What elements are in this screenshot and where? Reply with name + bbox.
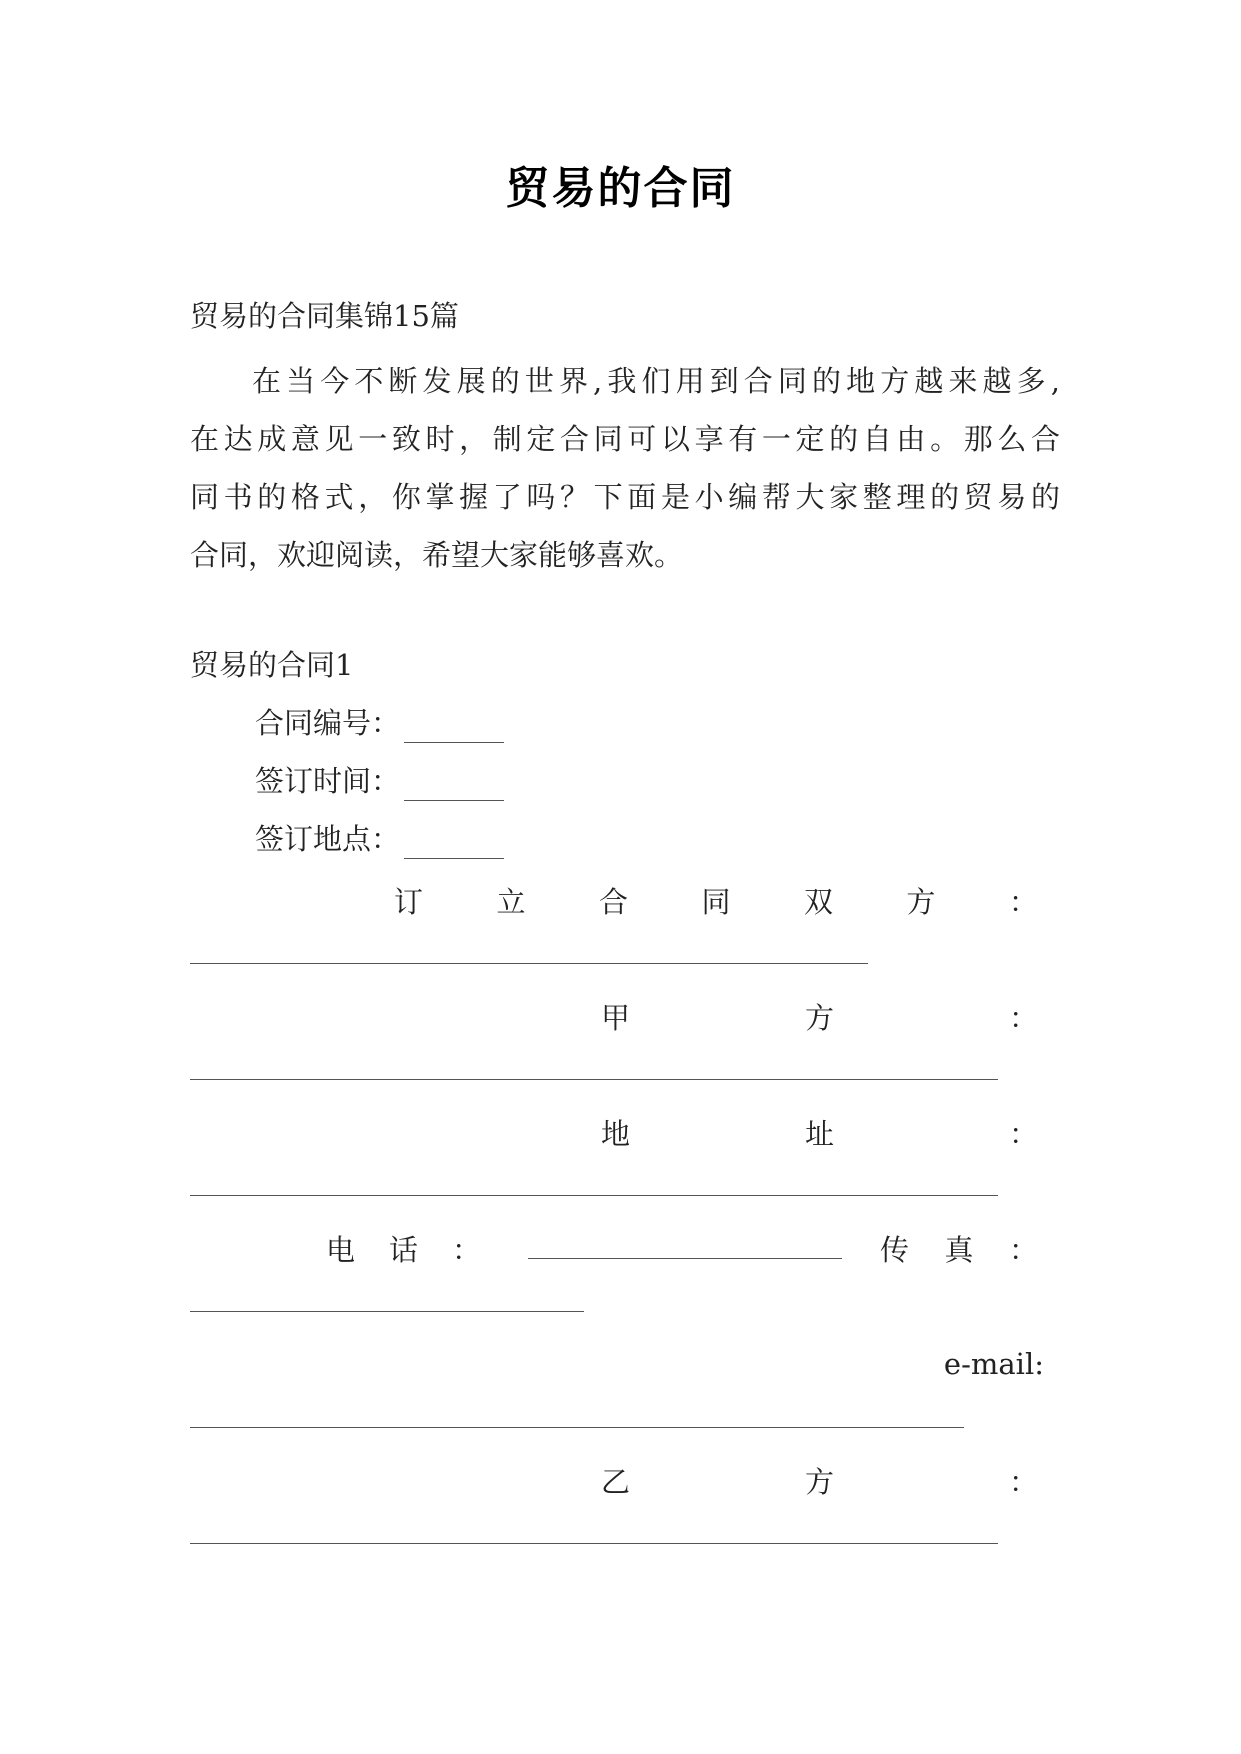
phone-label xyxy=(326,1228,481,1269)
contract-number-blank xyxy=(404,712,504,743)
parties-char: 立 xyxy=(496,885,526,919)
sign-time-field xyxy=(255,761,504,801)
party-b-label xyxy=(601,1460,1038,1501)
parties-char: 订 xyxy=(394,885,424,919)
party-b-char: ： xyxy=(1008,1465,1038,1499)
address-underline xyxy=(190,1195,998,1196)
address-char: ： xyxy=(1008,1117,1038,1151)
contract-number-label: 合同编号： xyxy=(255,706,401,740)
sign-time-blank xyxy=(404,770,504,801)
party-a-char: 方 xyxy=(804,1001,834,1035)
intro-line: 在当今不断发展的世界,我们用到合同的地方越来越多, xyxy=(252,364,1060,398)
contract-number-field xyxy=(255,703,504,743)
party-a-underline xyxy=(190,1079,998,1080)
parties-char: 同 xyxy=(701,885,731,919)
party-a-char: 甲 xyxy=(601,1001,631,1035)
parties-underline xyxy=(190,963,868,964)
fax-char: ： xyxy=(1008,1233,1038,1267)
party-a-label xyxy=(601,996,1038,1037)
parties-char: ： xyxy=(1008,885,1038,919)
intro-line: 同书的格式，你掌握了吗？下面是小编帮大家整理的贸易的 xyxy=(190,480,1060,514)
sign-place-blank xyxy=(404,828,504,859)
section-heading: 贸易的合同1 xyxy=(190,648,354,682)
party-b-char: 乙 xyxy=(601,1465,631,1499)
party-b-underline xyxy=(190,1543,998,1544)
email-underline xyxy=(190,1427,964,1428)
document-title: 贸易的合同 xyxy=(505,163,736,214)
intro-paragraph xyxy=(190,352,1060,584)
address-char: 地 xyxy=(601,1117,631,1151)
phone-char: 话 xyxy=(388,1233,418,1267)
sign-place-label: 签订地点： xyxy=(255,822,401,856)
sign-time-label: 签订时间： xyxy=(255,764,401,798)
fax-char: 传 xyxy=(880,1233,910,1267)
parties-char: 方 xyxy=(906,885,936,919)
fax-char: 真 xyxy=(944,1233,974,1267)
phone-char: ： xyxy=(451,1233,481,1267)
parties-heading xyxy=(394,880,1038,921)
phone-blank xyxy=(528,1258,842,1259)
fax-label xyxy=(880,1228,1038,1269)
phone-char: 电 xyxy=(326,1233,356,1267)
intro-line: 在达成意见一致时，制定合同可以享有一定的自由。那么合 xyxy=(190,422,1060,456)
fax-underline xyxy=(190,1311,584,1312)
address-label xyxy=(601,1112,1038,1153)
parties-char: 双 xyxy=(803,885,833,919)
intro-line: 合同，欢迎阅读，希望大家能够喜欢。 xyxy=(190,538,684,572)
email-label: e-mail: xyxy=(943,1347,1044,1381)
sign-place-field xyxy=(255,819,504,859)
party-a-char: ： xyxy=(1008,1001,1038,1035)
party-b-char: 方 xyxy=(804,1465,834,1499)
parties-char: 合 xyxy=(598,885,628,919)
address-char: 址 xyxy=(804,1117,834,1151)
subtitle: 贸易的合同集锦15篇 xyxy=(190,299,459,333)
